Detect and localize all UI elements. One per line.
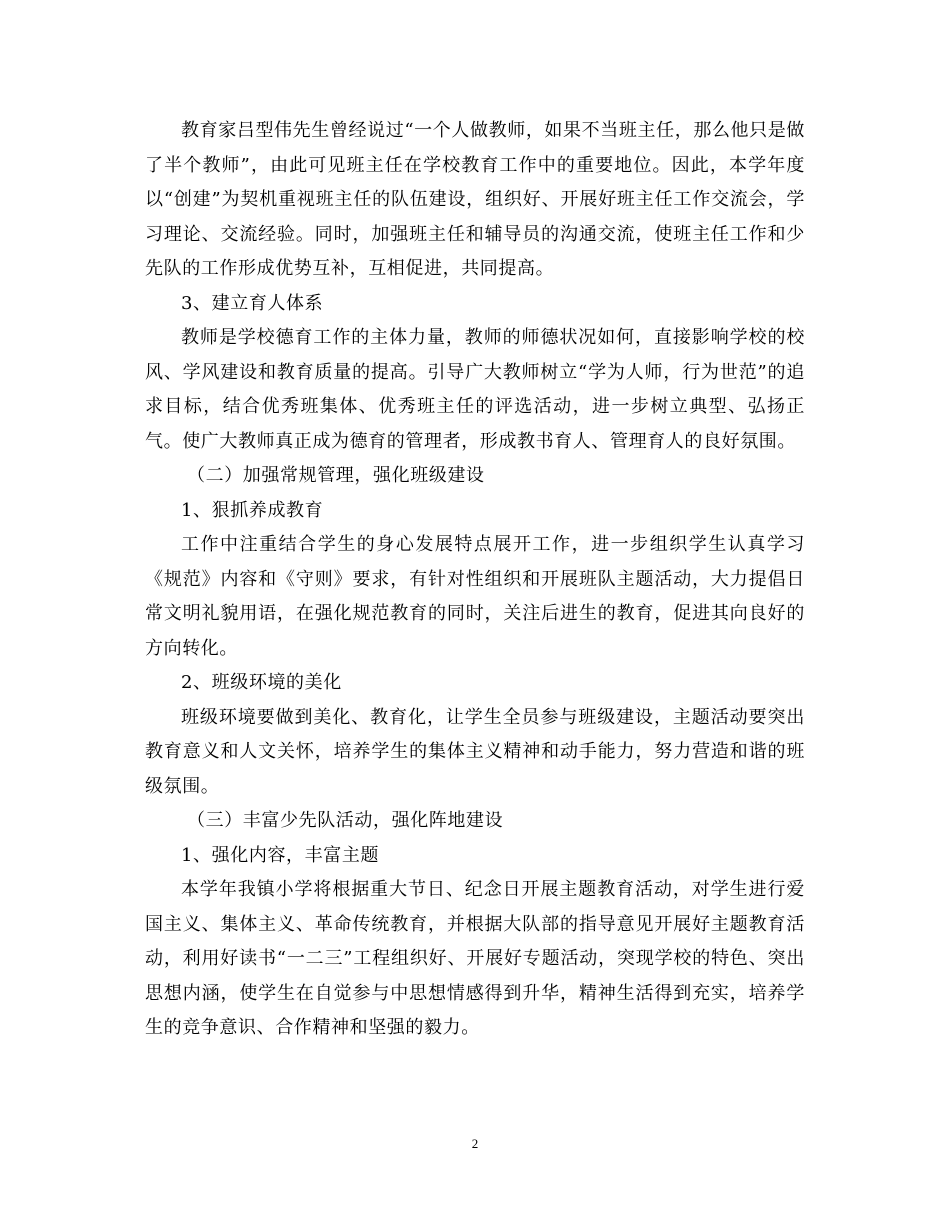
heading-enrich-themes: 1、强化内容，丰富主题	[181, 844, 380, 866]
document-body	[145, 114, 805, 1046]
heading-habit-education: 1、狠抓养成教育	[181, 499, 324, 521]
section-heading-young-pioneers: （三）丰富少先队活动，强化阵地建设	[187, 810, 504, 831]
paragraph-class-teacher-importance: 教育家吕型伟先生曾经说过“一个人做教师，如果不当班主任，那么他只是做了半个教师”，由此可见班主任在学校教育工作中的重要地位。因此，本学年度以“创建”为契机重视班主任的队伍建设，组织好、开展好班主任工作交流会，学习理论、交流经验。同时，加强班主任和辅导员的沟通交流，使班主任工作和少先队的工作形成优势互补，互相促进，共同提高。	[145, 120, 805, 279]
paragraph-habit-education: 工作中注重结合学生的身心发展特点展开工作，进一步组织学生认真学习《规范》内容和《守则》要求，有针对性组织和开展班队主题活动，大力提倡日常文明礼貌用语，在强化规范教育的同时，关注后进生的教育，促进其向良好的方向转化。	[145, 534, 805, 659]
section-heading-routine-management: （二）加强常规管理，强化班级建设	[187, 465, 485, 486]
heading-build-education-system: 3、建立育人体系	[181, 292, 324, 314]
paragraph-class-environment: 班级环境要做到美化、教育化，让学生全员参与班级建设，主题活动要突出教育意义和人文关怀，培养学生的集体主义精神和动手能力，努力营造和谐的班级氛围。	[145, 706, 805, 797]
paragraph-theme-activities: 本学年我镇小学将根据重大节日、纪念日开展主题教育活动，对学生进行爱国主义、集体主义、革命传统教育，并根据大队部的指导意见开展好主题教育活动，利用好读书“一二三”工程组织好、开展好专题活动，突现学校的特色、突出思想内涵，使学生在自觉参与中思想情感得到升华，精神生活得到充实，培养学生的竞争意识、合作精神和坚强的毅力。	[145, 879, 805, 1038]
page-number: 2	[471, 1136, 479, 1151]
heading-class-environment: 2、班级环境的美化	[181, 672, 342, 693]
paragraph-teacher-ethics: 教师是学校德育工作的主体力量，教师的师德状况如何，直接影响学校的校风、学风建设和教育质量的提高。引导广大教师树立“学为人师，行为世范”的追求目标，结合优秀班集体、优秀班主任的评选活动，进一步树立典型、弘扬正气。使广大教师真正成为德育的管理者，形成教书育人、管理育人的良好氛围。	[145, 327, 805, 452]
